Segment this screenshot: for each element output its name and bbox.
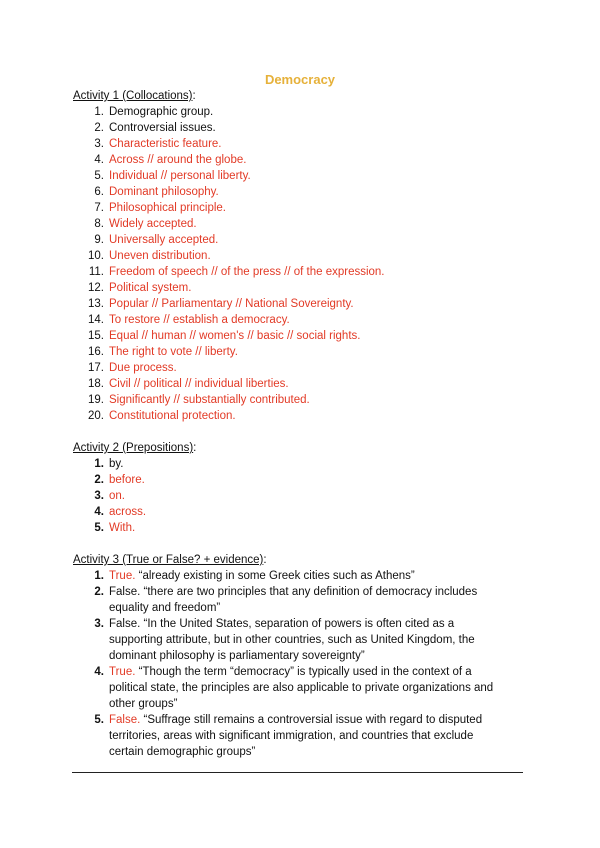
item-text: To restore // establish a democracy. xyxy=(109,314,290,326)
evidence-text: “already existing in some Greek cities such as Athens” xyxy=(138,570,415,582)
item-text: Controversial issues. xyxy=(109,122,216,134)
item-number: 17. xyxy=(88,362,104,374)
item-number: 14. xyxy=(88,314,104,326)
item-text: The right to vote // liberty. xyxy=(109,346,238,358)
list-item xyxy=(73,136,385,152)
evidence-text: “Though the term “democracy” is typically used in the context of a xyxy=(138,666,472,678)
item-text: Characteristic feature. xyxy=(109,138,222,150)
list-item xyxy=(73,664,493,712)
item-text: Civil // political // individual liberties. xyxy=(109,378,289,390)
verdict: False. xyxy=(109,586,141,598)
evidence-line xyxy=(109,728,493,744)
item-number: 1. xyxy=(94,570,104,582)
item-text: by. xyxy=(109,458,124,470)
list-item xyxy=(73,264,385,280)
item-number: 16. xyxy=(88,346,104,358)
list-item xyxy=(73,184,385,200)
list-item xyxy=(73,712,493,760)
item-number: 3. xyxy=(94,138,104,150)
list-item xyxy=(73,520,146,536)
activity-2-heading-text: Activity 2 (Prepositions) xyxy=(73,442,194,454)
evidence-text: “Suffrage still remains a controversial issue with regard to disputed xyxy=(143,714,483,726)
item-text: Freedom of speech // of the press // of the expression. xyxy=(109,266,385,278)
item-number: 4. xyxy=(94,506,104,518)
evidence-line xyxy=(109,648,493,664)
item-number: 18. xyxy=(88,378,104,390)
verdict: False. xyxy=(109,714,141,726)
item-number: 9. xyxy=(94,234,104,246)
item-number: 4. xyxy=(94,666,104,678)
bottom-divider xyxy=(72,772,523,773)
item-text: Constitutional protection. xyxy=(109,410,236,422)
list-item xyxy=(73,168,385,184)
list-item xyxy=(73,616,493,664)
item-text: Demographic group. xyxy=(109,106,214,118)
evidence-text: dominant philosophy is parliamentary sovereignty” xyxy=(109,650,365,662)
evidence-text: territories, areas with significant immigration, and countries that exclude xyxy=(109,730,474,742)
heading-colon: : xyxy=(263,554,267,566)
evidence-text: supporting attribute, but in other countries, such as United Kingdom, the xyxy=(109,634,475,646)
evidence-line xyxy=(109,616,493,632)
item-text: across. xyxy=(109,506,147,518)
evidence-line xyxy=(109,680,493,696)
evidence-line xyxy=(109,696,493,712)
item-text: on. xyxy=(109,490,125,502)
list-item xyxy=(73,392,385,408)
list-item xyxy=(73,328,385,344)
item-number: 10. xyxy=(88,250,104,262)
item-number: 5. xyxy=(94,170,104,182)
item-number: 6. xyxy=(94,186,104,198)
item-number: 12. xyxy=(88,282,104,294)
item-number: 8. xyxy=(94,218,104,230)
item-text: Political system. xyxy=(109,282,192,294)
evidence-line xyxy=(109,712,493,728)
heading-colon: : xyxy=(192,90,196,102)
list-item xyxy=(73,280,385,296)
item-number: 5. xyxy=(94,522,104,534)
item-number: 3. xyxy=(94,618,104,630)
list-item xyxy=(73,104,385,120)
item-number: 19. xyxy=(88,394,104,406)
list-item xyxy=(73,376,385,392)
evidence-line xyxy=(109,600,493,616)
evidence-line xyxy=(109,632,493,648)
verdict: True. xyxy=(109,666,136,678)
activity-1-heading xyxy=(73,88,196,104)
item-number: 2. xyxy=(94,474,104,486)
heading-colon: : xyxy=(193,442,197,454)
list-item xyxy=(73,472,146,488)
item-text: Across // around the globe. xyxy=(109,154,247,166)
verdict: True. xyxy=(109,570,136,582)
list-item xyxy=(73,584,493,616)
activity-2-list xyxy=(73,456,146,536)
evidence-text: certain demographic groups” xyxy=(109,746,256,758)
item-number: 2. xyxy=(94,586,104,598)
activity-3-heading xyxy=(73,552,267,568)
item-text: Dominant philosophy. xyxy=(109,186,219,198)
evidence-line xyxy=(109,664,493,680)
list-item xyxy=(73,200,385,216)
item-number: 1. xyxy=(94,458,104,470)
evidence-text: “there are two principles that any definition of democracy includes xyxy=(143,586,478,598)
list-item xyxy=(73,568,493,584)
item-text: With. xyxy=(109,522,136,534)
item-text: Individual // personal liberty. xyxy=(109,170,251,182)
document-title: Democracy xyxy=(264,72,336,87)
item-number: 15. xyxy=(88,330,104,342)
list-item xyxy=(73,248,385,264)
evidence-line xyxy=(109,584,493,600)
item-text: Uneven distribution. xyxy=(109,250,211,262)
verdict: False. xyxy=(109,618,141,630)
item-number: 11. xyxy=(88,266,104,278)
item-text: Widely accepted. xyxy=(109,218,197,230)
list-item xyxy=(73,216,385,232)
item-number: 13. xyxy=(88,298,104,310)
item-number: 20. xyxy=(88,410,104,422)
item-text: Equal // human // women's // basic // social rights. xyxy=(109,330,361,342)
list-item xyxy=(73,296,385,312)
list-item xyxy=(73,488,146,504)
list-item xyxy=(73,344,385,360)
list-item xyxy=(73,120,385,136)
item-text: Philosophical principle. xyxy=(109,202,226,214)
list-item xyxy=(73,504,146,520)
item-text: Universally accepted. xyxy=(109,234,219,246)
list-item xyxy=(73,360,385,376)
activity-3-heading-text: Activity 3 (True or False? + evidence) xyxy=(73,554,264,566)
item-number: 2. xyxy=(94,122,104,134)
list-item xyxy=(73,152,385,168)
item-number: 3. xyxy=(94,490,104,502)
item-number: 4. xyxy=(94,154,104,166)
evidence-text: “In the United States, separation of powers is often cited as a xyxy=(143,618,455,630)
evidence-text: political state, the principles are also applicable to private organizations and xyxy=(109,682,494,694)
evidence-text: other groups” xyxy=(109,698,178,710)
list-item xyxy=(73,456,146,472)
item-number: 1. xyxy=(94,106,104,118)
activity-3-list xyxy=(73,568,493,760)
item-text: before. xyxy=(109,474,145,486)
item-text: Significantly // substantially contributed. xyxy=(109,394,310,406)
activity-1-list xyxy=(73,104,385,424)
list-item xyxy=(73,232,385,248)
evidence-line xyxy=(109,568,493,584)
item-text: Popular // Parliamentary // National Sovereignty. xyxy=(109,298,354,310)
activity-2-heading xyxy=(73,440,196,456)
item-text: Due process. xyxy=(109,362,177,374)
evidence-line xyxy=(109,744,493,760)
item-number: 7. xyxy=(94,202,104,214)
list-item xyxy=(73,408,385,424)
item-number: 5. xyxy=(94,714,104,726)
list-item xyxy=(73,312,385,328)
evidence-text: equality and freedom” xyxy=(109,602,221,614)
activity-1-heading-text: Activity 1 (Collocations) xyxy=(73,90,193,102)
